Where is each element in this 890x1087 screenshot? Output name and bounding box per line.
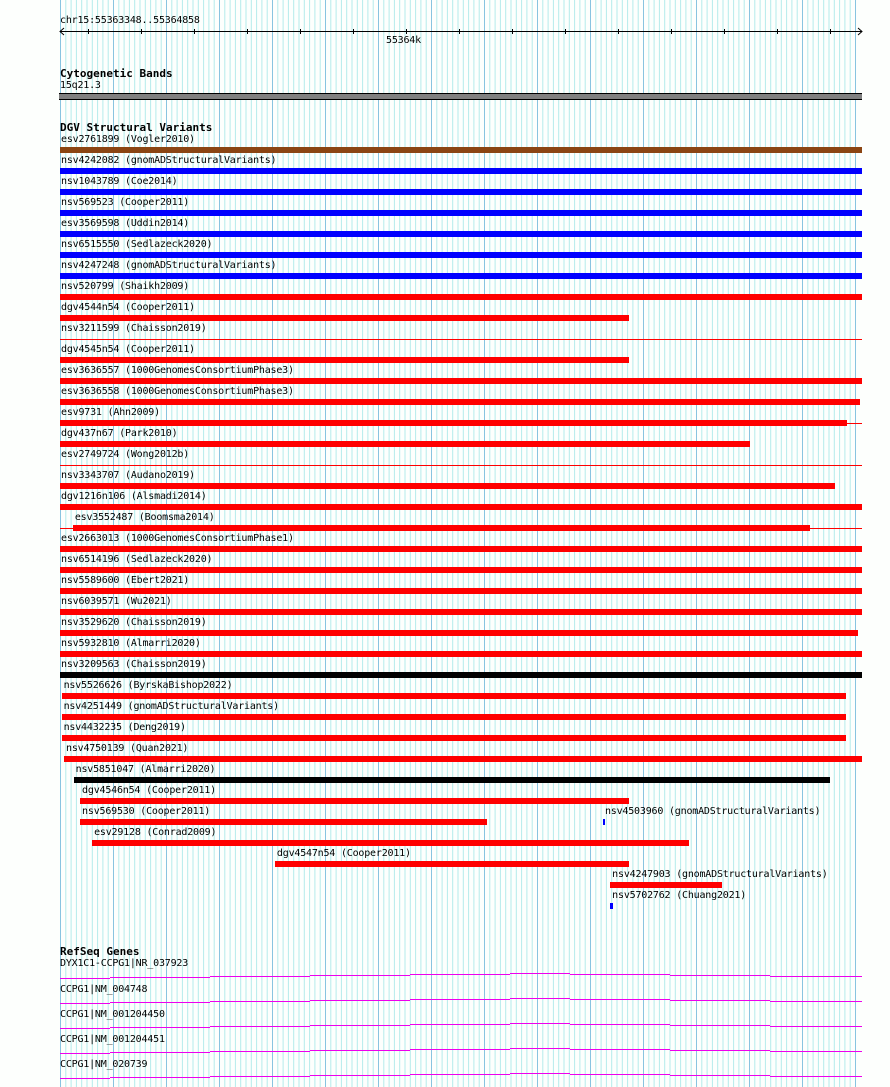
variant-bar[interactable] — [60, 294, 862, 300]
variant-label[interactable]: dgv1216n106 (Alsmadi2014) — [61, 491, 207, 502]
gene-model[interactable] — [60, 994, 866, 1006]
variant-bar[interactable] — [60, 357, 629, 363]
variant-bar[interactable] — [60, 168, 862, 174]
variant-label[interactable]: dgv4545n54 (Cooper2011) — [61, 344, 195, 355]
dgv-track-title: DGV Structural Variants — [60, 121, 213, 134]
variant-label[interactable]: nsv1043789 (Coe2014) — [61, 176, 178, 187]
variant-bar[interactable] — [64, 756, 862, 762]
variant-bar[interactable] — [60, 252, 862, 258]
ruler-tick-label: 55364k — [386, 35, 421, 46]
variant-label[interactable]: nsv3343707 (Audano2019) — [61, 470, 195, 481]
gene-label[interactable]: CCPG1|NM_001204451 — [60, 1034, 165, 1045]
variant-bar[interactable] — [92, 840, 689, 846]
variant-label[interactable]: nsv4247903 (gnomADStructuralVariants) — [612, 869, 828, 880]
variant-bar[interactable] — [80, 798, 629, 804]
variant-bar[interactable] — [60, 504, 862, 510]
variant-label[interactable]: nsv6039571 (Wu2021) — [61, 596, 172, 607]
variant-thin-line[interactable] — [60, 339, 862, 340]
variant-label[interactable]: esv2761899 (Vogler2010) — [61, 134, 195, 145]
variant-bar[interactable] — [60, 231, 862, 237]
variant-label[interactable]: nsv5702762 (Chuang2021) — [612, 890, 747, 901]
variant-label[interactable]: esv2663013 (1000GenomesConsortiumPhase1) — [61, 533, 294, 544]
variant-label[interactable]: nsv5932810 (Almarri2020) — [61, 638, 201, 649]
variant-label[interactable]: nsv4750139 (Quan2021) — [66, 743, 189, 754]
variant-bar[interactable] — [60, 567, 862, 573]
cytoband-track-title: Cytogenetic Bands — [60, 67, 173, 80]
variant-label[interactable]: esv29128 (Conrad2009) — [94, 827, 217, 838]
variant-bar[interactable] — [60, 315, 629, 321]
variant-bar[interactable] — [60, 420, 847, 426]
variant-bar[interactable] — [60, 483, 835, 489]
variant-label[interactable]: nsv569523 (Cooper2011) — [61, 197, 190, 208]
variant-bar[interactable] — [80, 819, 487, 825]
gene-label[interactable]: CCPG1|NM_004748 — [60, 984, 148, 995]
variant-label[interactable]: esv3636558 (1000GenomesConsortiumPhase3) — [61, 386, 294, 397]
variant-label[interactable]: nsv520799 (Shaikh2009) — [61, 281, 190, 292]
variant-label[interactable]: esv3552487 (Boomsma2014) — [74, 512, 215, 523]
variant-label[interactable]: dgv437n67 (Park2010) — [61, 428, 178, 439]
cytoband-bar[interactable] — [59, 93, 862, 100]
variant-bar[interactable] — [60, 441, 750, 447]
variant-label[interactable]: esv3569598 (Uddin2014) — [61, 218, 190, 229]
gene-model[interactable] — [60, 969, 866, 981]
variant-label[interactable]: nsv3211599 (Chaisson2019) — [61, 323, 207, 334]
variant-label[interactable]: esv3636557 (1000GenomesConsortiumPhase3) — [61, 365, 294, 376]
variant-label[interactable]: nsv569530 (Cooper2011) — [82, 806, 211, 817]
variant-label[interactable]: nsv4503960 (gnomADStructuralVariants) — [604, 806, 821, 817]
cytoband-label[interactable]: 15q21.3 — [60, 80, 101, 91]
variant-bar[interactable] — [60, 588, 862, 594]
variant-label[interactable]: nsv4251449 (gnomADStructuralVariants) — [63, 701, 279, 712]
variant-bar[interactable] — [60, 672, 862, 678]
variant-label[interactable]: nsv5526626 (ByrskaBishop2022) — [63, 680, 233, 691]
gene-model[interactable] — [60, 1069, 866, 1081]
variant-bar[interactable] — [610, 882, 721, 888]
variant-bar[interactable] — [60, 399, 860, 405]
gene-label[interactable]: CCPG1|NM_020739 — [60, 1059, 148, 1070]
variant-label[interactable]: esv9731 (Ahn2009) — [61, 407, 160, 418]
variant-label[interactable]: nsv5589600 (Ebert2021) — [61, 575, 190, 586]
ruler-axis[interactable] — [58, 26, 864, 38]
variant-label[interactable]: nsv4247248 (gnomADStructuralVariants) — [61, 260, 277, 271]
variant-label[interactable]: nsv4432235 (Deng2019) — [63, 722, 186, 733]
variant-label[interactable]: nsv3209563 (Chaisson2019) — [61, 659, 207, 670]
variant-bar[interactable] — [73, 525, 810, 531]
variant-bar[interactable] — [60, 273, 862, 279]
variant-bar[interactable] — [60, 630, 858, 636]
variant-label[interactable]: nsv6514196 (Sedlazeck2020) — [61, 554, 213, 565]
gene-label[interactable]: DYX1C1-CCPG1|NR_037923 — [60, 958, 189, 969]
variant-bar[interactable] — [62, 735, 846, 741]
gene-model[interactable] — [60, 1044, 866, 1056]
variant-label[interactable]: dgv4546n54 (Cooper2011) — [82, 785, 216, 796]
variant-label[interactable]: esv2749724 (Wong2012b) — [61, 449, 190, 460]
variant-label[interactable]: nsv4242082 (gnomADStructuralVariants) — [61, 155, 277, 166]
variant-label[interactable]: nsv6515550 (Sedlazeck2020) — [61, 239, 213, 250]
variant-bar[interactable] — [60, 546, 862, 552]
variant-bar[interactable] — [60, 189, 862, 195]
refseq-track-title: RefSeq Genes — [60, 945, 140, 958]
variant-bar[interactable] — [60, 609, 862, 615]
variant-label[interactable]: nsv3529620 (Chaisson2019) — [61, 617, 207, 628]
variant-bar[interactable] — [60, 378, 862, 384]
variant-bar[interactable] — [60, 147, 862, 153]
variant-bar[interactable] — [62, 714, 846, 720]
variant-bar[interactable] — [60, 651, 862, 657]
variant-label[interactable]: dgv4547n54 (Cooper2011) — [276, 848, 411, 859]
gene-label[interactable]: CCPG1|NM_001204450 — [60, 1009, 165, 1020]
ruler-location: chr15:55363348..55364858 — [60, 15, 200, 26]
variant-bar[interactable] — [62, 693, 846, 699]
variant-label[interactable]: dgv4544n54 (Cooper2011) — [61, 302, 195, 313]
variant-thin-line[interactable] — [60, 465, 862, 466]
variant-bar[interactable] — [275, 861, 629, 867]
variant-bar[interactable] — [603, 819, 605, 825]
variant-label[interactable]: nsv5851047 (Almarri2020) — [75, 764, 216, 775]
gene-model[interactable] — [60, 1019, 866, 1031]
variant-bar[interactable] — [610, 903, 612, 909]
variant-bar[interactable] — [74, 777, 830, 783]
variant-bar[interactable] — [60, 210, 862, 216]
